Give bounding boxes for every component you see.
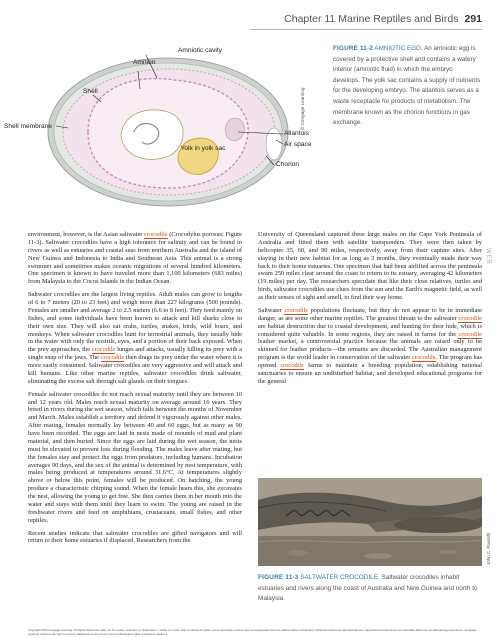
label-shell: Shell — [83, 88, 98, 95]
keyword-link[interactable]: crocodile — [100, 354, 125, 362]
text-run: Female saltwater crocodiles do not reach sexual maturity until they are between 10 and 12 years old. Males reach sexual maturity on average around 16 years. They breed in rivers during the wet season, which falls between the months of November and March. Males establish a territory and defend it vigorously against other males. After mating, females normally lay between 40 and 60 eggs, but as many as 90 have been recorded. The eggs are laid in nests made of mounds of mud and plant material, and then buried. Since the eggs are laid during the wet season, the nests must be elevated to prevent loss during flooding. The males leave after mating, but the females stay and protect the eggs from predators, including humans. Incubation averages 90 days, and the sex of the animal is determined by nest temperature, with males being produced at temperatures around 31.6°C. At temperatures slightly above or below this point, females will be produced. On hatching, the young produce a characteristic chirping sound. When the female hears this, she excavates the nest, allowing the young to get free. She then carries them in her mouth into the water and stays with them until they learn to swim. The young are raised in the freshwater rivers and feed on amphibians, crustaceans, small fishes, and other reptiles. — [28, 390, 242, 524]
page-number: 291 — [464, 13, 482, 25]
paragraph — [258, 231, 482, 302]
text-run: . The program has opened — [258, 354, 482, 369]
caption-text: Saltwater crocodiles inhabit estuaries and rivers along the coast of Australia and New Guinea and north to Malaysia. — [258, 574, 478, 603]
text-run: Recent studies indicate that saltwater crocodiles are gifted navigators and will return to their home estuaries if displaced. Researchers from the — [28, 529, 242, 545]
figure-11-3-credit: John C. Pandolfi — [486, 532, 491, 565]
text-run: populations fluctuate, but they do not appear to be in immediate danger, as are some other marine reptiles. The greatest threats to the saltwater — [258, 306, 482, 322]
figure-11-2-credit: © Cengage Learning — [300, 87, 305, 130]
label-chorion: Chorion — [276, 161, 300, 168]
caption-title: AMNIOTIC EGG. — [374, 45, 423, 52]
text-run: then drags its prey under the water where it is more easily consumed. Saltwater crocodiles are very aggressive and will attack and kill humans. Like other marine reptiles, saltwater crocodiles drink saltwater, eliminating the excess salt through salt glands on their tongues. — [28, 354, 243, 385]
crocodile-photo — [258, 478, 482, 566]
crocodile-photo-illustration — [258, 478, 482, 566]
caption-title: SALTWATER CROCODILE. — [300, 574, 380, 581]
keyword-link[interactable]: crocodile — [284, 306, 309, 314]
label-yolk-sac: Yolk in yolk sac — [180, 145, 226, 152]
text-run: University of Queensland captured three large males on the Cape York Peninsula of Australia and fitted them with satellite transponders. They were then taken by helicopter 35, 60, and 90 miles, respectively, away from their capture sites. After staying in their new habitat for as long as 3 months, they eventually made their way back to their home estuaries. One specimen that had been airlifted across the peninsula swam 250 miles clear around the coast to return to its estuary, averaging 42 kilometers (19 miles) per day. The researchers speculate that like their close relatives, turtles and birds, saltwater crocodiles use clues from the sun and the Earth's magnetic field, as well as their senses of sight and smell, to find their way home. — [258, 231, 482, 301]
label-shell-membrane: Shell membrane — [4, 123, 53, 130]
paragraph — [28, 530, 242, 546]
paragraph — [258, 307, 482, 386]
chapter-title: Chapter 11 Marine Reptiles and Birds — [284, 13, 459, 25]
text-run: (Crocodylus porosus; Figure 11-3). Saltwater crocodiles have a high tolerance for salinity and can be found in rivers as well as estuaries and coastal seas from northern Australia and the island of New Guinea and Indonesia to India and Southeast Asia. This animal is a strong swimmer and sometimes makes oceanic migrations of several hundred kilometers. One specimen is known to have traveled more than 1,100 kilometers (683 miles) from Malaysia to the Cocos Islands in the Indian Ocean. — [28, 231, 243, 286]
keyword-link[interactable]: crocodile — [280, 362, 304, 369]
copyright-notice: Copyright 2013 Cengage Learning. All Rights Reserved. May not be copied, scanned, or duplicated, in whole or in part. Due to electronic rights, some third party content may be suppressed from the eBook and/or eChapter(s). Editorial review has deemed that any suppressed content does not materially affect the overall learning experience. Cengage Learning reserves the right to remove additional content at any time if subsequent rights restrictions require it. — [28, 628, 477, 636]
keyword-link[interactable]: crocodile — [458, 330, 482, 338]
body-column-right — [258, 231, 482, 391]
header-rule — [250, 29, 482, 30]
text-run: are habitat destruction due to coastal development, and hunting for their hide, which is considered quite valuable. In some regions, they are raised in farms for the — [258, 322, 482, 338]
label-allantois: Allantois — [284, 130, 309, 137]
text-run: lunges and attacks, usually killing its prey with a single snap of the jaws. The — [28, 346, 242, 362]
text-run: environment, however, is the Asian saltwater — [28, 231, 145, 238]
text-run: Saltwater crocodiles are the largest living reptiles. Adult males can grow to lengths of 6 to 7 meters (20 to 23 feet) and weigh more than 227 kilograms (500 pounds). Females are smaller and average 2 to 2.5 meters (6.6 to 8 feet). They feed mainly on fishes, and some individuals have been known to attack and kill sharks close to their own size. They will also eat crabs, turtles, snakes, birds, wild boars, and monkeys. When saltwater crocodiles hunt for terrestrial animals, they usually hide in the water with only the nostrils, eyes, and a portion of their back exposed. When the prey approaches, the — [28, 291, 242, 354]
body-column-left — [28, 231, 242, 550]
running-head — [284, 13, 482, 25]
web-margin-mark: WEB — [485, 248, 492, 265]
caption-label: FIGURE 11-2 — [333, 45, 373, 52]
text-run: farms to maintain a breeding population, establishing national sanctuaries to ensure an undisturbed habitat, and developed educational programs for the general — [258, 362, 483, 385]
label-amniotic-cavity: Amniotic cavity — [178, 47, 222, 54]
keyword-link[interactable]: crocodile — [458, 314, 482, 322]
figure-11-3-caption — [258, 573, 482, 605]
figure-11-2-caption — [333, 44, 481, 129]
paragraph — [28, 391, 242, 525]
amniotic-egg-diagram — [28, 40, 300, 218]
label-air-space: Air space — [284, 141, 312, 148]
text-run: Saltwater — [258, 306, 285, 314]
keyword-link[interactable]: crocodile — [144, 231, 168, 238]
paragraph — [28, 231, 242, 286]
keyword-link[interactable]: crocodile — [412, 354, 436, 362]
paragraph — [28, 291, 242, 386]
caption-label: FIGURE 11-3 — [258, 574, 299, 581]
caption-text: An amniotic egg is covered by a protective shell and contains a watery interior (amniotic fluid) in which the embryo develops. The yolk sac contains a supply of nutrients for the developing embryo. The allantois serves as a waste receptacle for products of metabolism. The membrane known as the chorion functions in gas exchange. — [333, 45, 481, 127]
keyword-link[interactable]: crocodile — [91, 346, 116, 354]
text-run: leather market, a controversial practice because the animals are raised only to be skinned for leather products—the remains are discarded. The Australian management program is the world leader in conservation of the saltwater — [258, 338, 482, 362]
label-amnion: Amnion — [133, 59, 156, 66]
